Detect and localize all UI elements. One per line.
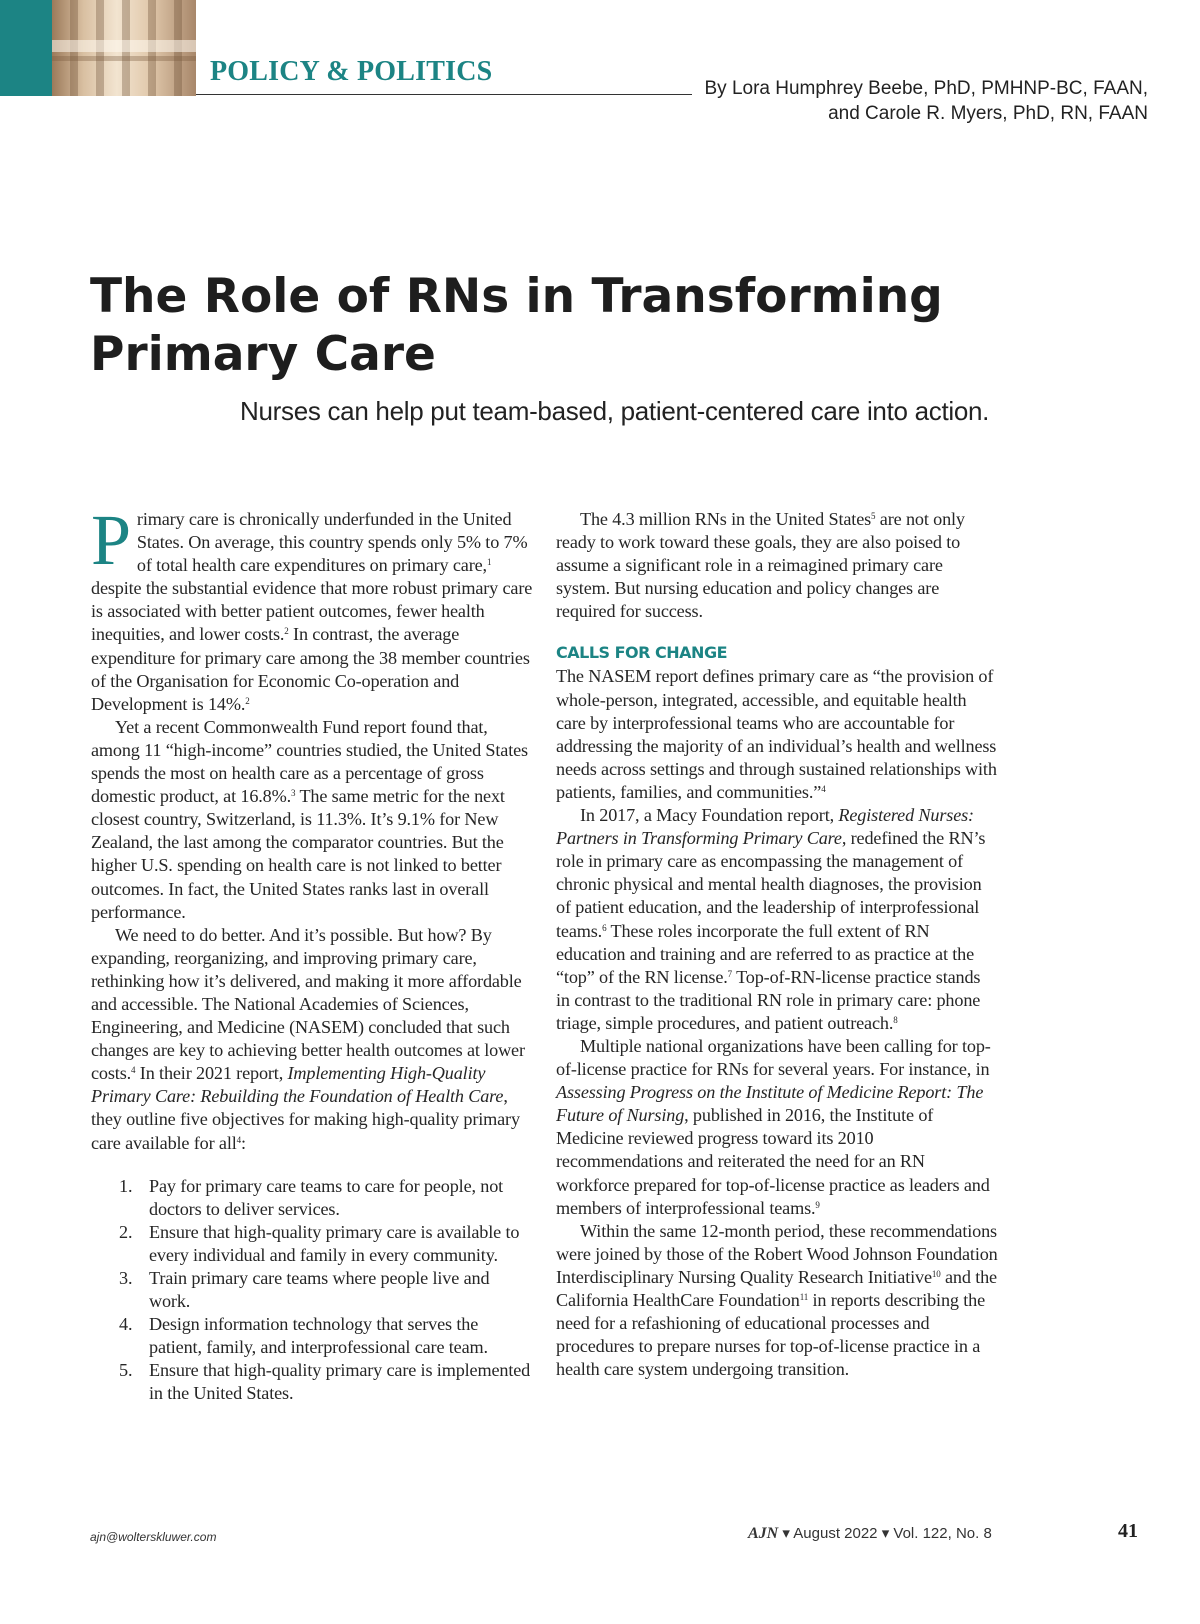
down-triangle-icon: ▾ (778, 1525, 794, 1542)
page-number: 41 (1118, 1520, 1138, 1542)
drop-cap: P (91, 500, 131, 580)
article-title (90, 268, 1090, 384)
reference-mark: 10 (931, 1268, 941, 1279)
paragraph-7: Multiple national organizations have been calling for top-of-license practice for RNs for several years. For instance, in Assessing Progress on the Institute of Medicine Report: The Future of Nursing, published in 2016, the Institute of Medicine reviewed progress toward its 2010 recommendations and reiterated the need for an RN workforce prepared for top-of-license practice as leaders and members of interprofessional teams.$^9$ (556, 1035, 991, 1218)
reference-mark: 3 (291, 788, 296, 799)
paragraph-1: Primary care is chronically underfunded in the United States. On average, this country spends only 5% to 7% of total health care expenditures on primary care,$^1$ despite the substantial evidence that more robust primary care is associated with better patient outcomes, fewer health inequities, and lower costs.$^2$ In contrast, the average expenditure for primary care among the 38 member countries of the Organisation for Economic Co-operation and Development is 14%.$^2$ (91, 500, 533, 714)
reference-mark: 2 (284, 626, 289, 637)
classical-column-image (52, 0, 196, 96)
section-heading-calls-for-change: CALLS FOR CHANGE (556, 643, 727, 663)
list-item: 1. Pay for primary care teams to care for people, not doctors to deliver services. (119, 1175, 504, 1219)
reference-mark: 1 (486, 557, 492, 568)
body-column-right (556, 508, 998, 1381)
paragraph-2: Yet a recent Commonwealth Fund report found that, among 11 “high-income” countries studied, the United States spends the most on health care as a percentage of gross domestic product, at 16.8%.$^3$ The same metric for the next closest country, Switzerland, is 11.3%. It’s 9.1% for New Zealand, the last among the comparator countries. But the higher U.S. spending on health care is not linked to better outcomes. In fact, the United States ranks last in overall performance. (91, 716, 528, 922)
article-title-line-1: The Role of RNs in Transforming (90, 269, 943, 324)
byline-line-1: By Lora Humphrey Beebe, PhD, PMHNP-BC, FAAN, (704, 78, 1148, 99)
report-title: Registered Nurses: Partners in Transforming Primary Care (556, 805, 974, 849)
volume-issue: Vol. 122, No. 8 (893, 1525, 992, 1542)
reference-mark: 9 (815, 1199, 820, 1210)
header-teal-block (0, 0, 52, 96)
issue-date: August 2022 (793, 1525, 878, 1542)
list-item: 3. Train primary care teams where people live and work. (119, 1268, 490, 1312)
reference-mark: 11 (799, 1292, 809, 1302)
paragraph-6: In 2017, a Macy Foundation report, Registered Nurses: Partners in Transforming Primary Care, redefined the RN’s role in primary care as encompassing the management of chronic physical and mental health diagnoses, the provision of patient education, and the leadership of interprofessional teams.$^6$ These roles incorporate the full extent of RN education and training and are referred to as practice at the “top” of the RN license.$^7$ Top-of-RN-license practice stands in contrast to the traditional RN role in primary care: phone triage, simple procedures, and patient outreach.$^8$ (556, 805, 986, 1033)
reference-mark: 4 (821, 783, 826, 794)
objectives-list (91, 1175, 533, 1406)
reference-mark: 6 (602, 922, 607, 933)
article-subtitle: Nurses can help put team-based, patient-centered care into action. (240, 396, 990, 426)
journal-name: AJN (748, 1525, 779, 1542)
list-item: 4. Design information technology that serves the patient, family, and interprofessional care team. (119, 1314, 488, 1358)
byline-line-2: and Carole R. Myers, PhD, RN, FAAN (828, 103, 1148, 124)
reference-mark: 5 (871, 511, 876, 521)
byline (588, 76, 1148, 126)
footer-citation (748, 1524, 992, 1543)
reference-mark: 7 (727, 968, 733, 979)
paragraph-3: We need to do better. And it’s possible. But how? By expanding, reorganizing, and improving primary care, rethinking how it’s delivered, and making it more affordable and accessible. The National Academies of Sciences, Engineering, and Medicine (NASEM) concluded that such changes are key to achieving better health outcomes at lower costs.$^4$ In their 2021 report, Implementing High-Quality Primary Care: Rebuilding the Foundation of Health Care, they outline five objectives for making high-quality primary care available for all$^4$: (91, 924, 525, 1153)
reference-mark: 2 (245, 695, 250, 706)
footer-email: ajn@wolterskluwer.com (90, 1530, 217, 1544)
reference-mark: 8 (893, 1014, 898, 1025)
paragraph-4: The 4.3 million RNs in the United States$^5$ are not only ready to work toward these goals, they are also poised to assume a significant role in a reimagined primary care system. But nursing education and policy changes are required for success. (556, 509, 965, 622)
section-label: POLICY & POLITICS (210, 56, 493, 87)
article-title-line-2: Primary Care (90, 327, 436, 382)
report-title: Implementing High-Quality Primary Care: Rebuilding the Foundation of Health Care (91, 1063, 504, 1107)
list-item: 2. Ensure that high-quality primary care is available to every individual and family in every community. (119, 1221, 520, 1265)
list-item: 5. Ensure that high-quality primary care is implemented in the United States. (119, 1360, 531, 1404)
body-column-left (91, 500, 533, 1406)
reference-mark: 4 (236, 1134, 241, 1145)
paragraph-5: The NASEM report defines primary care as “the provision of whole-person, integrated, accessible, and equitable health care by interprofessional teams who are accountable for addressing the majority of an individual’s health and wellness needs across settings and through sustained relationships with patients, families, and communities.”$^4$ (556, 666, 997, 802)
reference-mark: 4 (131, 1065, 136, 1076)
down-triangle-icon: ▾ (877, 1525, 894, 1542)
paragraph-8: Within the same 12-month period, these recommendations were joined by those of the Robert Wood Johnson Foundation Interdisciplinary Nursing Quality Research Initiative$^{10}$ and the California HealthCare Foundation$^{11}$ in reports describing the need for a refashioning of educational processes and procedures to prepare nurses for top-of-license practice in a health care system undergoing transition. (556, 1220, 998, 1380)
report-title: Assessing Progress on the Institute of Medicine Report: The Future of Nursing (556, 1082, 984, 1126)
